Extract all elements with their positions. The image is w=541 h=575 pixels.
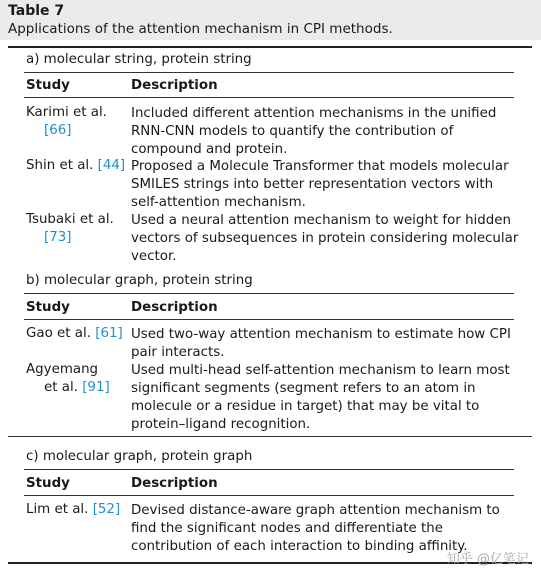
section-b-rule-bottom: [24, 319, 514, 320]
study-description: Used a neural attention mechanism to weight for hidden vectors of subsequences in protein considering molecular vector.: [131, 213, 519, 264]
study-description: Used multi-head self-attention mechanism to learn most significant segments (segment refers to an atom in molecule or a residue in target) that may be vital to protein–ligand recognition.: [131, 363, 510, 432]
study-header: Study: [26, 476, 70, 491]
section-c-label: c) molecular graph, protein graph: [26, 449, 253, 464]
description-header: Description: [131, 476, 218, 491]
section-c-rule-top: [24, 469, 514, 470]
study-name: Karimi et al.: [26, 105, 107, 120]
study-header: Study: [26, 300, 70, 315]
study-name: Shin et al. [44]: [26, 158, 126, 173]
table-title: Table 7: [8, 3, 65, 19]
study-ref-link[interactable]: [66]: [44, 123, 72, 138]
section-c-rule-bottom: [24, 495, 514, 496]
study-ref-link[interactable]: [44]: [97, 158, 126, 173]
study-ref-link[interactable]: [52]: [92, 502, 121, 517]
top-rule: [8, 46, 532, 48]
study-ref-link[interactable]: [61]: [95, 326, 123, 341]
study-description: Devised distance-aware graph attention mechanism to find the significant nodes and differentiate the contribution of each interaction to binding affinity.: [131, 503, 500, 554]
section-b-label: b) molecular graph, protein string: [26, 273, 253, 288]
study-ref-link[interactable]: [91]: [82, 380, 110, 395]
watermark: 知乎 @亿笔记: [446, 552, 529, 567]
study-header: Study: [26, 78, 70, 93]
study-name-cont: et al. [91]: [44, 380, 110, 395]
study-name: Gao et al. [61]: [26, 326, 123, 341]
study-description: Included different attention mechanisms in the unified RNN-CNN models to quantify the contribution of compound and protein.: [131, 106, 497, 157]
study-description: Used two-way attention mechanism to estimate how CPI pair interacts.: [131, 327, 511, 360]
study-name: Lim et al. [52]: [26, 502, 121, 517]
study-name: Agyemang: [26, 362, 99, 377]
study-ref-link[interactable]: [73]: [44, 230, 72, 245]
section-separator: [8, 436, 532, 437]
description-header: Description: [131, 78, 218, 93]
section-a-label: a) molecular string, protein string: [26, 52, 252, 67]
section-b-rule-top: [24, 293, 514, 294]
section-a-rule-bottom: [24, 97, 514, 98]
table-caption: Applications of the attention mechanism in CPI methods.: [8, 21, 393, 37]
study-description: Proposed a Molecule Transformer that models molecular SMILES strings into better representation vectors with self-attention mechanism.: [131, 159, 509, 210]
description-header: Description: [131, 300, 218, 315]
study-name: Tsubaki et al.: [26, 212, 114, 227]
section-a-rule-top: [24, 72, 514, 73]
